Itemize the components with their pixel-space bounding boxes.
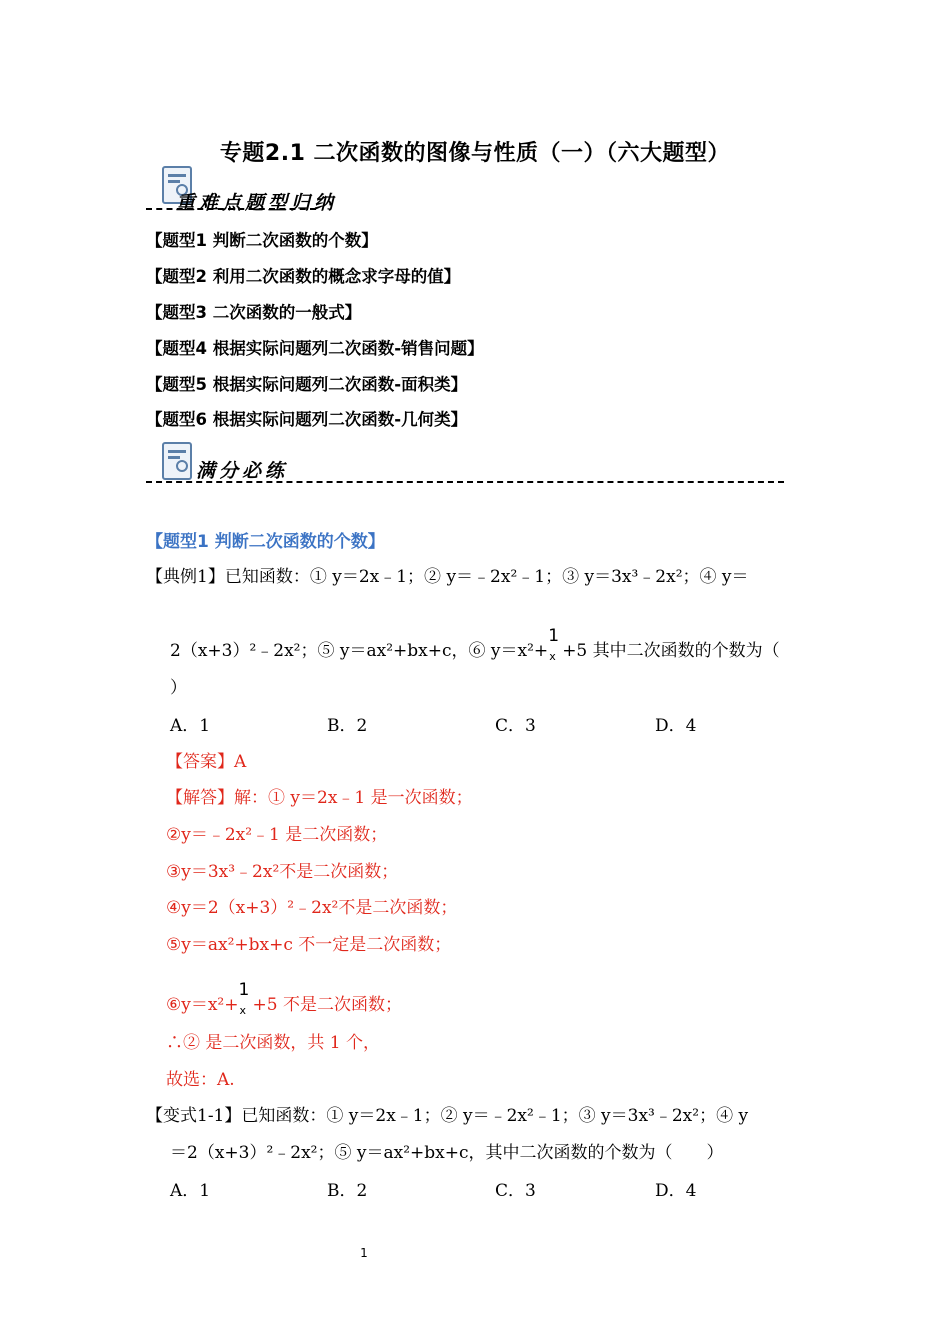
toc-item-2[interactable]: 【题型2 利用二次函数的概念求字母的值】	[146, 267, 461, 286]
divider	[146, 208, 316, 210]
solution-line-5: ⑤y＝ax²+bx+c 不一定是二次函数；	[166, 935, 452, 955]
solution-line-8: 故选：A.	[166, 1070, 235, 1090]
variant-option-d[interactable]: D．4	[655, 1181, 697, 1201]
example-line-2	[170, 626, 780, 663]
variant-line-1: 【变式1-1】已知函数：① y＝2x﹣1；② y＝﹣2x²﹣1；③ y＝3x³﹣2x²；④ y	[146, 1106, 749, 1126]
example-line-2-pre: 2（x+3）²﹣2x²；⑤ y＝ax²+bx+c，⑥ y＝x²+	[170, 641, 549, 661]
divider	[146, 481, 784, 483]
solution-line-6-pre: ⑥y＝x²+	[166, 995, 239, 1015]
option-b[interactable]: B．2	[327, 716, 368, 736]
section-label-key-types: 重难点题型归纳	[176, 192, 338, 214]
section-label-practice: 满分必练	[196, 460, 289, 482]
fraction-numerator: 1	[238, 980, 250, 1000]
page-title: 专题2.1 二次函数的图像与性质（一）（六大题型）	[219, 141, 731, 166]
fraction-denominator: x	[239, 1004, 247, 1017]
solution-line-3: ③y＝3x³﹣2x²不是二次函数；	[166, 862, 399, 882]
option-a[interactable]: A．1	[170, 716, 211, 736]
fraction-numerator: 1	[548, 626, 560, 646]
solution-line-7: ∴② 是二次函数，共 1 个，	[166, 1033, 381, 1053]
page-number: 1	[360, 1246, 368, 1260]
solution-line-6	[166, 980, 402, 1017]
toc-item-1[interactable]: 【题型1 判断二次函数的个数】	[146, 231, 378, 250]
example-line-3: ）	[170, 678, 187, 698]
type-heading: 【题型1 判断二次函数的个数】	[146, 532, 385, 552]
variant-option-c[interactable]: C．3	[495, 1181, 536, 1201]
option-c[interactable]: C．3	[495, 716, 536, 736]
example-line-2-post: +5 其中二次函数的个数为（	[562, 641, 780, 661]
variant-line-2: ＝2（x+3）²﹣2x²；⑤ y＝ax²+bx+c，其中二次函数的个数为（ ）	[170, 1143, 724, 1163]
option-d[interactable]: D．4	[655, 716, 697, 736]
solution-line-2: ②y＝﹣2x²﹣1 是二次函数；	[166, 825, 388, 845]
solution-line-1: 【解答】解：① y＝2x﹣1 是一次函数；	[166, 788, 473, 808]
variant-option-a[interactable]: A．1	[170, 1181, 211, 1201]
toc-item-5[interactable]: 【题型5 根据实际问题列二次函数-面积类】	[146, 375, 468, 394]
example-line-1: 【典例1】已知函数：① y＝2x﹣1；② y＝﹣2x²﹣1；③ y＝3x³﹣2x²；④ y＝	[146, 567, 749, 587]
toc-item-4[interactable]: 【题型4 根据实际问题列二次函数-销售问题】	[146, 339, 484, 358]
document-icon	[162, 442, 192, 480]
solution-line-4: ④y＝2（x+3）²﹣2x²不是二次函数；	[166, 898, 458, 918]
solution-line-6-post: +5 不是二次函数；	[252, 995, 402, 1015]
toc-item-3[interactable]: 【题型3 二次函数的一般式】	[146, 303, 362, 322]
toc-item-6[interactable]: 【题型6 根据实际问题列二次函数-几何类】	[146, 410, 468, 429]
fraction-denominator: x	[549, 650, 556, 663]
answer: 【答案】A	[166, 752, 247, 772]
variant-option-b[interactable]: B．2	[327, 1181, 368, 1201]
